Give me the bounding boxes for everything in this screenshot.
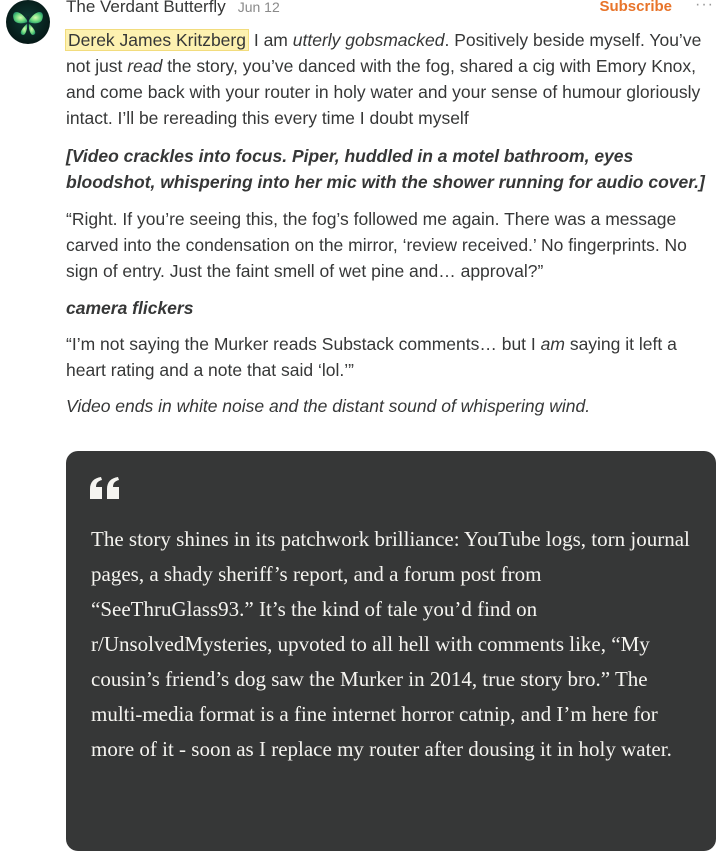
comment-emphasis: read: [127, 56, 163, 76]
subscribe-button[interactable]: Subscribe: [599, 0, 672, 15]
comment-body: [66, 27, 718, 419]
quote-text: The story shines in its patchwork brilliance: YouTube logs, torn journal pages, a shady sheriff’s report, and a forum post from “SeeThruGlass93.” It’s the kind of tale you’d find on r/UnsolvedMysteries, upvoted to all hell with comments like, “My cousin’s friend’s dog saw the Murker in 2014, true story bro.” The multi-media format is a fine internet horror catnip, and I’m here for more of it - soon as I replace my router after dousing it in holy water.: [91, 527, 690, 761]
comment-text: the story, you’ve danced with the fog, shared a cig with Emory Knox, and come back with your router in holy water and your sense of humour gloriously intact. I’ll be rereading this every time I doubt myself: [66, 56, 701, 128]
butterfly-icon: [8, 2, 48, 42]
comment-text: . Positively beside myself. You’ve not just: [66, 30, 702, 76]
comment-emphasis: utterly gobsmacked: [292, 30, 445, 50]
avatar[interactable]: [6, 0, 50, 44]
comment-author[interactable]: The Verdant Butterfly: [66, 0, 226, 16]
comment-text: “I’m not saying the Murker reads Substack comments… but I: [66, 334, 541, 354]
comment-paragraph: [66, 27, 718, 131]
comment-paragraph: Video ends in white noise and the distant sound of whispering wind.: [66, 396, 591, 416]
quote-mark-icon: [90, 477, 120, 499]
stage-direction: camera flickers: [66, 298, 194, 318]
comment-date[interactable]: Jun 12: [237, 0, 280, 15]
comment-header: [66, 0, 714, 21]
more-options-button[interactable]: ···: [695, 0, 714, 13]
stage-direction: [Video crackles into focus. Piper, huddled in a motel bathroom, eyes bloodshot, whispering into her mic with the shower running for audio cover.]: [66, 146, 705, 192]
comment-paragraph: [66, 331, 718, 383]
user-mention[interactable]: Derek James Kritzberg: [65, 29, 249, 51]
comment-emphasis: am: [540, 334, 565, 354]
pull-quote: [66, 451, 716, 851]
comment-text: saying it left a heart rating and a note that said ‘lol.’”: [66, 334, 677, 380]
comment-text: I am: [248, 30, 293, 50]
comment-paragraph: “Right. If you’re seeing this, the fog’s followed me again. There was a message carved into the condensation on the mirror, ‘review received.’ No fingerprints. No sign of entry. Just the faint smell of wet pine and… approval?”: [66, 209, 687, 281]
